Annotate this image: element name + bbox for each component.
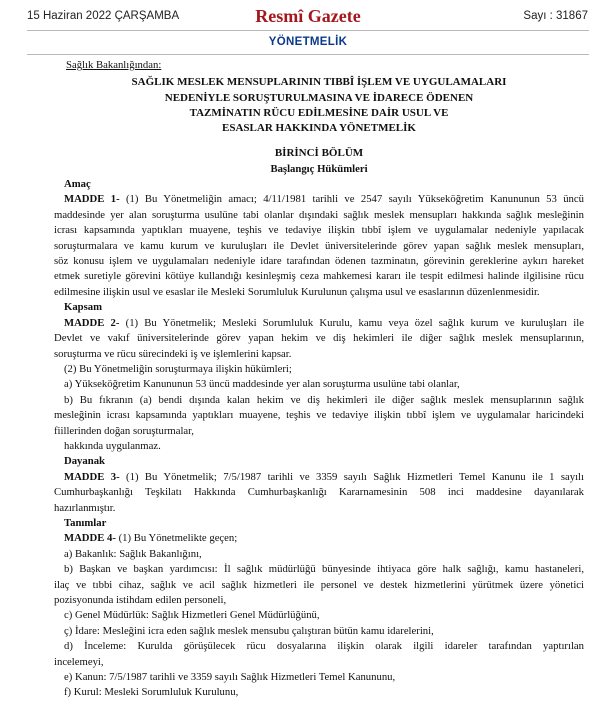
definition-item: d) İnceleme: Kurulda görüşülecek rücu dosyalarına ilişkin olarak ilgili idareler tarafından yaptırılan <box>64 640 584 653</box>
issue-date: 15 Haziran 2022 ÇARŞAMBA <box>27 10 180 22</box>
section-divider <box>27 54 589 55</box>
article-2-text: (1) Bu Yönetmelik; Mesleki Sorumluluk Kurulu, kamu veya özel sağlık kurum ve kuruluşları ile <box>119 316 584 329</box>
article-2-item: b) Bu fıkranın (a) bendi dışında kalan hekim ve diş hekimleri ile diğer sağlık meslek mensuplarının sağlık <box>64 393 584 406</box>
regulation-title-line: ESASLAR HAKKINDA YÖNETMELİK <box>222 122 416 135</box>
article-1-line: etmek suretiyle görevini kötüye kullandığı kesinleşmiş ceza mahkemesi kararı ile tespit edilmesi halinde ilgilisine rücu <box>54 270 584 283</box>
ministry-name: Sağlık Bakanlığından: <box>66 59 162 71</box>
section-label: YÖNETMELİK <box>268 36 348 48</box>
gazette-header <box>0 0 616 32</box>
article-1-line: soruşturmalara ve kamu kurum ve kuruluşları ile Devlet üniversitelerinde görev yapan sağlık meslek mensupları, <box>54 239 584 252</box>
regulation-title-line: TAZMİNATIN RÜCU EDİLMESİNE DAİR USUL VE <box>189 106 449 119</box>
article-1-line: söz konusu işlem ve uygulamaları nedeniyle idare tarafından ödenen tazminatın, görevinin gereklerine aykırı hareket <box>54 255 584 268</box>
definition-item: a) Bakanlık: Sağlık Bakanlığını, <box>64 547 202 560</box>
article-3-text: (1) Bu Yönetmelik; 7/5/1987 tarihli ve 3359 sayılı Sağlık Hizmetleri Temel Kanunu ile 1 sayılı <box>119 470 584 483</box>
article-2-item: mesleğinin icrası kapsamında yaptıkları muayene, teşhis ve tedaviye ilişkin tıbbî işlem ve uygulamalar haricindeki <box>54 409 584 422</box>
article-1-label: MADDE 1- <box>64 193 120 206</box>
article-1-line: icrası kapsamında yaptıkları muayene, teşhis ve tedaviye ilişkin tıbbî işlem ve uygulamalar nedeniyle yapılacak <box>54 224 584 237</box>
article-1-text: (1) Bu Yönetmeliğin amacı; 4/11/1981 tarihli ve 2547 sayılı Yükseköğretim Kanununun 53 üncü <box>119 193 584 206</box>
issue-number: Sayı : 31867 <box>523 10 588 22</box>
heading-kapsam: Kapsam <box>64 301 103 314</box>
article-4-text: (1) Bu Yönetmelikte geçen; <box>115 532 238 545</box>
article-2-line: Devlet ve vakıf üniversitelerinde görev yapan hekim ve diş hekimleri ile diğer sağlık meslek mensuplarının, <box>54 332 584 345</box>
article-2-item: fiillerinden doğan soruşturmalar, <box>54 424 194 437</box>
regulation-title <box>54 75 584 136</box>
article-3-line: hazırlanmıştır. <box>54 501 116 514</box>
article-1-line: maddesinde yer alan soruşturma usulüne tabi olanlar dışındaki sağlık meslek mensupları hakkında sağlık mesleğinin <box>54 208 584 221</box>
definition-item: c) Genel Müdürlük: Sağlık Hizmetleri Genel Müdürlüğünü, <box>64 609 320 622</box>
article-2-label: MADDE 2- <box>64 316 120 329</box>
definition-item: ç) İdare: Mesleğini icra eden sağlık meslek mensubu çalıştıran bütün kamu idarelerini, <box>64 624 434 637</box>
article-3-line: Cumhurbaşkanlığı Teşkilatı Hakkında Cumhurbaşkanlığı Kararnamesinin 508 inci maddesine dayanılarak <box>54 486 584 499</box>
heading-amac: Amaç <box>64 178 91 191</box>
regulation-title-line: NEDENİYLE SORUŞTURULMASINA VE İDARECE ÖDENEN <box>164 91 474 104</box>
chapter-heading: BİRİNCİ BÖLÜM <box>274 147 364 160</box>
article-2-item: hakkında uygulanmaz. <box>64 439 161 452</box>
article-4-line <box>54 531 584 546</box>
article-1-line: edilmesine ilişkin usul ve esaslar ile Mesleki Sorumluluk Kurulunun çalışma usul ve esaslarının düzenlenmesidir. <box>54 285 540 298</box>
definition-item: e) Kanun: 7/5/1987 tarihli ve 3359 sayılı Sağlık Hizmetleri Temel Kanununu, <box>64 671 396 684</box>
article-2-paragraph: (2) Bu Yönetmeliğin soruşturmaya ilişkin hükümleri; <box>64 362 292 375</box>
article-2-line <box>54 316 584 331</box>
heading-dayanak: Dayanak <box>64 455 105 468</box>
gazette-title: Resmî Gazete <box>255 6 361 26</box>
article-2-line: soruşturma ve rücu sürecindeki iş ve işlemlerini kapsar. <box>54 347 292 360</box>
article-1-line <box>54 192 584 207</box>
chapter-title: Başlangıç Hükümleri <box>270 162 368 175</box>
document-body <box>54 58 584 701</box>
definition-item: b) Başkan ve başkan yardımcısı: İl sağlık müdürlüğü bünyesinde ihtiyaca göre halk sağlığı, kamu hastaneleri, <box>64 563 584 576</box>
article-2-item: a) Yükseköğretim Kanununun 53 üncü maddesinde yer alan soruşturma usulüne tabi olanlar, <box>64 378 460 391</box>
definition-item: ilaç ve tıbbi cihaz, sağlık ve acil sağlık hizmetleri ile personel ve destek hizmetlerini yürütmek üzere yönetici <box>54 578 584 591</box>
article-4-label: MADDE 4- <box>64 532 116 545</box>
heading-tanimlar: Tanımlar <box>64 516 107 529</box>
header-divider <box>27 30 589 31</box>
article-3-label: MADDE 3- <box>64 470 120 483</box>
definition-item: incelemeyi, <box>54 655 104 668</box>
regulation-title-line: SAĞLIK MESLEK MENSUPLARININ TIBBÎ İŞLEM VE UYGULAMALARI <box>131 76 507 89</box>
definition-item: f) Kurul: Mesleki Sorumluluk Kurulunu, <box>64 686 239 699</box>
article-3-line <box>54 470 584 485</box>
definition-item: pozisyonunda istihdam edilen personeli, <box>54 594 227 606</box>
